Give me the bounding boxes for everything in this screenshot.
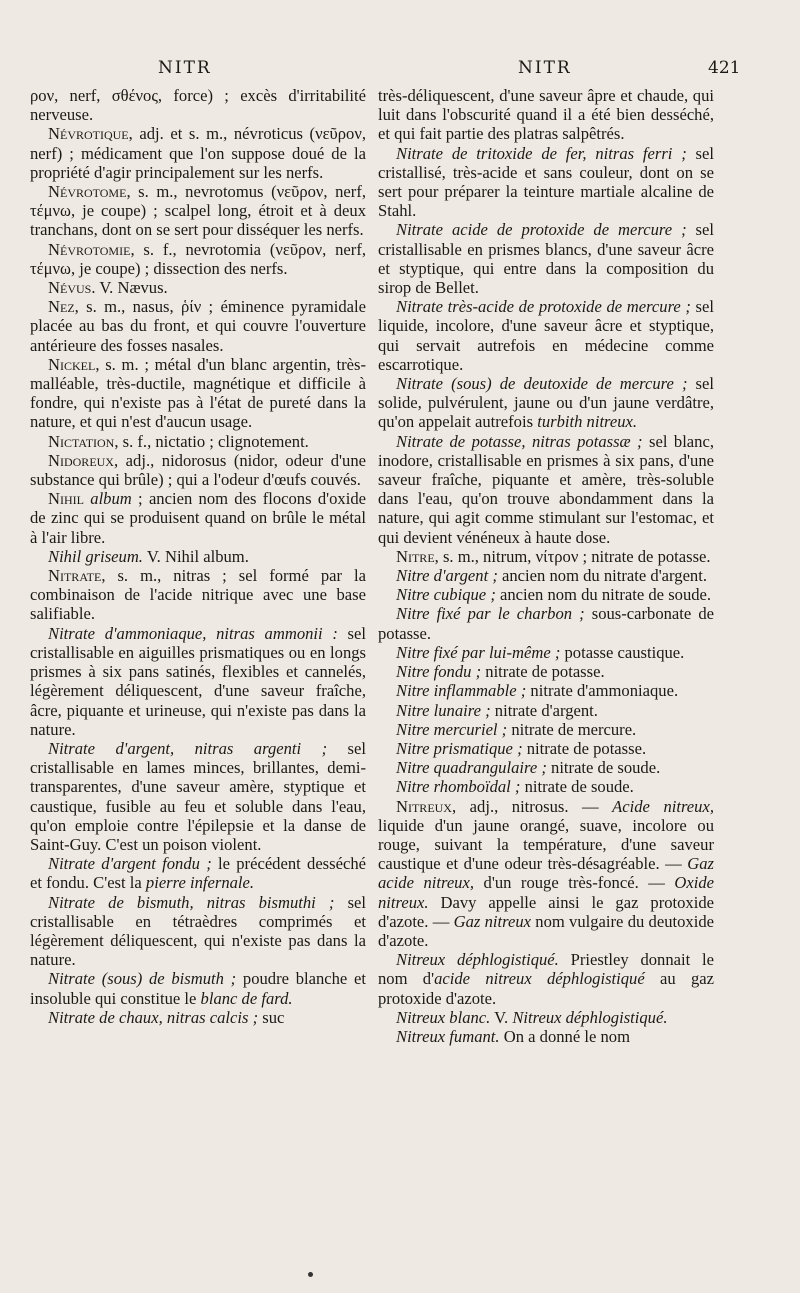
right-column xyxy=(378,86,714,1046)
entry-nitrate-fer: Nitrate de tritoxide de fer, nitras ferri ; sel cristallisé, très-acide et sans couleur, dont on se sert pour préparer la teinture martiale alcaline de Stahl. xyxy=(378,143,714,221)
page-speck xyxy=(308,1272,313,1277)
entry-nickel: Nickel, s. m. ; métal d'un blanc argentin, très-malléable, très-ductile, magnétique et difficile à fondre, qui n'existe pas à l'état de pureté dans la nature, et qui n'est d'aucun usage. xyxy=(30,354,366,432)
entry-nitre-mercuriel: Nitre mercuriel ; nitrate de mercure. xyxy=(396,719,637,739)
entry-nitrate-argent-fondu: Nitrate d'argent fondu ; le précédent desséché et fondu. C'est la pierre infernale. xyxy=(30,854,366,893)
entry-nictation: Nictation, s. f., nictatio ; clignotement. xyxy=(48,431,309,451)
entry-nitre-cubique: Nitre cubique ; ancien nom du nitrate de soude. xyxy=(396,585,712,605)
entry-nitre-fondu: Nitre fondu ; nitrate de potasse. xyxy=(396,662,605,682)
entry-nitrate-chaux: Nitrate de chaux, nitras calcis ; suc xyxy=(48,1007,285,1027)
entry-nez: Nez, s. m., nasus, ῥίν ; éminence pyramidale placée au bas du front, et qui couvre l'ouverture antérieure des fosses nasales. xyxy=(30,297,366,355)
entry-nihil-griseum: Nihil griseum. V. Nihil album. xyxy=(48,546,249,566)
entry-nitreux-blanc: Nitreux blanc. V. Nitreux déphlogistiqué. xyxy=(396,1007,668,1027)
entry-sous-nitrate-bismuth: Nitrate (sous) de bismuth ; poudre blanche et insoluble qui constitue le blanc de fard. xyxy=(30,969,366,1008)
entry-sous-nitrate-mercure: Nitrate (sous) de deutoxide de mercure ; sel solide, pulvérulent, jaune ou d'un jaune verdâtre, qu'on appelait autrefois turbith nitreux. xyxy=(378,374,714,432)
entry-nitreux-fumant: Nitreux fumant. On a donné le nom xyxy=(396,1026,630,1046)
entry-nitre: Nitre, s. m., nitrum, νίτρον ; nitrate de potasse. xyxy=(396,546,711,566)
entry-nitre-prismatique: Nitre prismatique ; nitrate de potasse. xyxy=(396,738,647,758)
entry-nitre-quadrangulaire: Nitre quadrangulaire ; nitrate de soude. xyxy=(396,758,661,778)
entry-nevrosthenie-end: ρον, nerf, σθένος, force) ; excès d'irritabilité nerveuse. xyxy=(30,86,366,125)
entry-nitre-fixe-charbon: Nitre fixé par le charbon ; sous-carbonate de potasse. xyxy=(378,604,714,643)
entry-nevrotique: Névrotique, adj. et s. m., névroticus (νεῦρον, nerf) ; médicament que l'on suppose doué de la propriété d'agir principalement sur les nerfs. xyxy=(30,124,366,182)
entry-nitrate-bismuth: Nitrate de bismuth, nitras bismuthi ; sel cristallisable en tétraèdres comprimés et légèrement déliquescent, qui n'existe pas dans la nature. xyxy=(30,892,366,970)
entry-nitre-inflammable: Nitre inflammable ; nitrate d'ammoniaque. xyxy=(396,681,679,701)
entry-nitrate-chaux-continued: très-déliquescent, d'une saveur âpre et chaude, qui luit dans l'obscurité quand il a été bien desséché, et qui fait partie des platras salpêtrés. xyxy=(378,86,714,144)
entry-nevrotomie: Névrotomie, s. f., nevrotomia (νεῦρον, nerf, τέμνω, je coupe) ; dissection des nerfs. xyxy=(30,239,366,278)
entry-nitrate: Nitrate, s. m., nitras ; sel formé par la combinaison de l'acide nitrique avec une base salifiable. xyxy=(30,566,366,624)
entry-nitreux: Nitreux, adj., nitrosus. — Acide nitreux, liquide d'un jaune orangé, suave, incolore ou rouge, suivant la température, d'une saveur caustique et d'une odeur très-désagréable. — Gaz acide nitreux, d'un rouge très-foncé. — Oxide nitreux. Davy appelle ainsi le gaz protoxide d'azote. — Gaz nitreux nom vulgaire du deutoxide d'azote. xyxy=(378,796,714,950)
entry-nitrate-argent: Nitrate d'argent, nitras argenti ; sel cristallisable en lames minces, brillantes, demi-transparentes, d'une saveur amère, styptique et caustique, fusible au feu et soluble dans l'eau, qu'on emploie contre l'épilepsie et la danse de Saint-Guy. C'est un poison violent. xyxy=(30,738,366,854)
entry-nevus: Névus. V. Nævus. xyxy=(48,278,168,298)
entry-nevrotome: Névrotome, s. m., nevrotomus (νεῦρον, nerf, τέμνω, je coupe) ; scalpel long, étroit et à deux tranchans, dont on se sert pour disséquer les nerfs. xyxy=(30,182,366,240)
entry-nitreux-dephlogistique: Nitreux déphlogistiqué. Priestley donnait le nom d'acide nitreux déphlogistiqué au gaz protoxide d'azote. xyxy=(378,950,714,1008)
running-head-left: NITR xyxy=(158,58,212,78)
entry-nitre-argent: Nitre d'argent ; ancien nom du nitrate d'argent. xyxy=(396,566,707,586)
entry-nitrate-tres-acide-mercure: Nitrate très-acide de protoxide de mercure ; sel liquide, incolore, d'une saveur âcre et styptique, qui servait autrefois en médecine comme escarrotique. xyxy=(378,297,714,374)
entry-nitrate-acide-mercure: Nitrate acide de protoxide de mercure ; sel cristallisable en prismes blancs, d'une saveur âcre et styptique, qui entre dans la composition du sirop de Bellet. xyxy=(378,220,714,298)
entry-nitre-rhomboidal: Nitre rhomboïdal ; nitrate de soude. xyxy=(396,777,634,797)
entry-nidoreux: Nidoreux, adj., nidorosus (nidor, odeur d'une substance qui brûle) ; qui a l'odeur d'œufs couvés. xyxy=(30,450,366,490)
entry-nihil-album: Nihil album ; ancien nom des flocons d'oxide de zinc qui se produisent quand on brûle le métal à l'air libre. xyxy=(30,489,366,547)
page-number: 421 xyxy=(708,58,741,78)
left-column xyxy=(30,86,366,1027)
entry-nitre-fixe-lui-meme: Nitre fixé par lui-même ; potasse caustique. xyxy=(396,642,685,662)
entry-nitrate-ammoniaque: Nitrate d'ammoniaque, nitras ammonii : sel cristallisable en aiguilles prismatiques ou en longs prismes à six pans satinés, flexibles et cannelés, légèrement déliquescent, d'une saveur fraîche, âcre, piquante et urineuse, qui n'existe pas dans la nature. xyxy=(30,623,366,739)
running-head-right: NITR xyxy=(518,58,572,78)
entry-nitre-lunaire: Nitre lunaire ; nitrate d'argent. xyxy=(396,700,598,720)
entry-nitrate-potasse: Nitrate de potasse, nitras potassæ ; sel blanc, inodore, cristallisable en prismes à six pans, d'une saveur fraîche, piquante et amère, très-soluble dans l'eau, qu'on trouve abondamment dans la nature, qui agit comme stimulant sur l'estomac, et qui devient vénéneux à haute dose. xyxy=(378,431,714,547)
